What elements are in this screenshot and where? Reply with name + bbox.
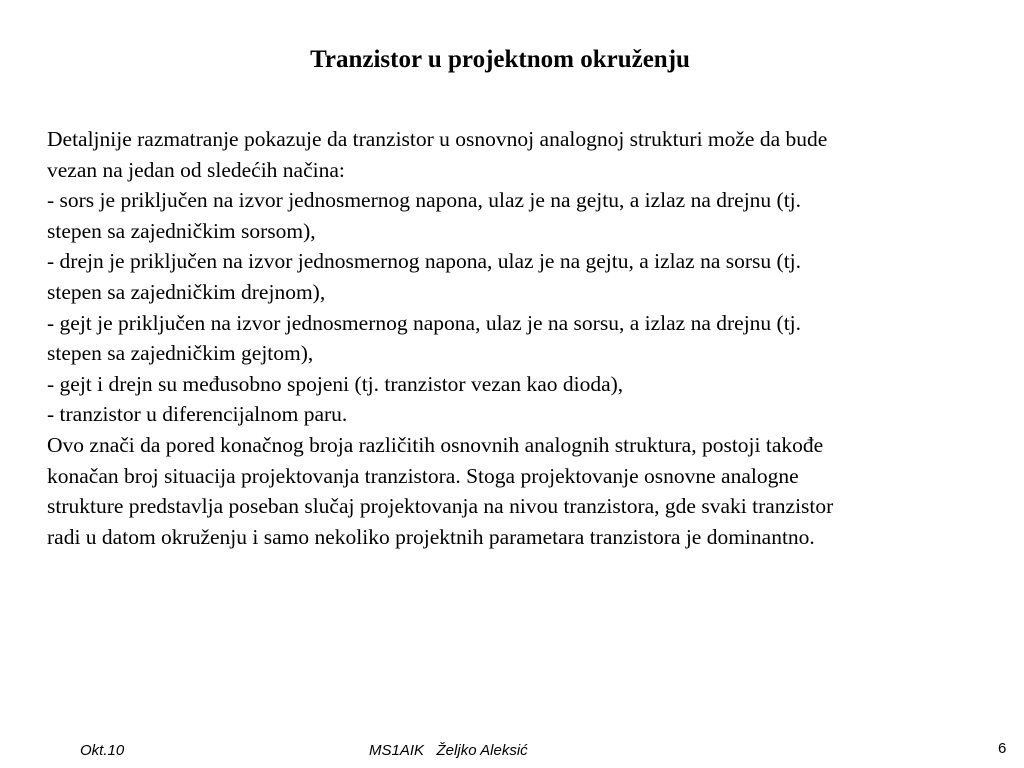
body-line: Ovo znači da pored konačnog broja različitih osnovnih analognih struktura, postoji takođe xyxy=(47,432,824,457)
body-line: stepen sa zajedničkim sorsom), xyxy=(47,218,316,243)
body-line: vezan na jedan od sledećih načina: xyxy=(47,157,345,182)
footer-date: Okt.10 xyxy=(80,742,125,759)
body-line: konačan broj situacija projektovanja tranzistora. Stoga projektovanje osnovne analogne xyxy=(47,463,799,488)
body-line: stepen sa zajedničkim drejnom), xyxy=(47,279,326,304)
footer-course-author: MS1AIK Željko Aleksić xyxy=(369,742,528,759)
page-number: 6 xyxy=(998,740,1007,757)
body-line: - drejn je priključen na izvor jednosmernog napona, ulaz je na gejtu, a izlaz na sorsu (tj. xyxy=(47,249,802,274)
body-line: - sors je priključen na izvor jednosmernog napona, ulaz je na gejtu, a izlaz na drejnu (tj. xyxy=(47,188,802,213)
body-line: stepen sa zajedničkim gejtom), xyxy=(47,341,314,366)
body-line: - gejt je priključen na izvor jednosmernog napona, ulaz je na sorsu, a izlaz na drejnu (tj. xyxy=(47,310,802,335)
body-line: strukture predstavlja poseban slučaj projektovanja na nivou tranzistora, gde svaki tranzistor xyxy=(47,494,834,519)
body-line: Detaljnije razmatranje pokazuje da tranzistor u osnovnoj analognoj strukturi može da bude xyxy=(47,127,828,151)
body-line: - tranzistor u diferencijalnom paru. xyxy=(47,402,348,427)
body-line: - gejt i drejn su međusobno spojeni (tj. tranzistor vezan kao dioda), xyxy=(47,371,624,396)
body-line: radi u datom okruženju i samo nekoliko projektnih parametara tranzistora je dominantno. xyxy=(47,524,815,549)
slide-body xyxy=(47,124,997,552)
slide-title: Tranzistor u projektnom okruženju xyxy=(310,46,690,73)
